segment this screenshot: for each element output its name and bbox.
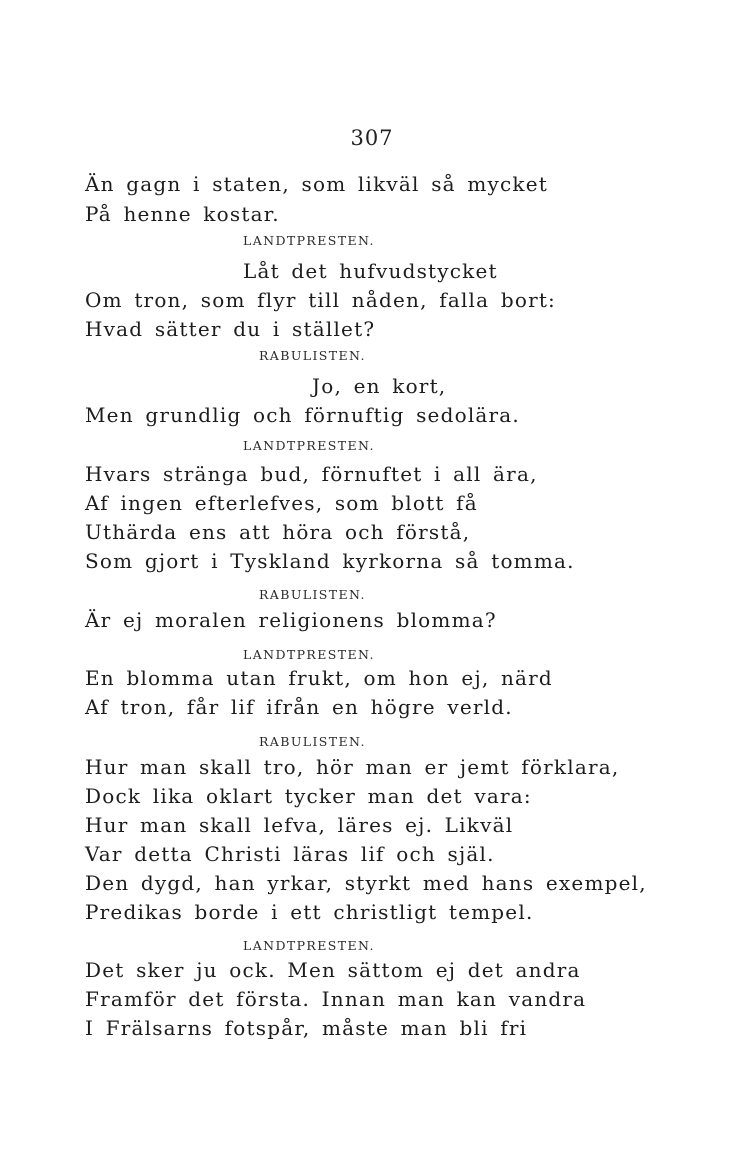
- verse-line: På henne kostar.: [85, 202, 280, 226]
- verse-line: Hur man skall lefva, läres ej. Likväl: [85, 813, 514, 837]
- verse-line: Framför det första. Innan man kan vandra: [85, 987, 587, 1011]
- verse-line: Men grundlig och förnuftig sedolära.: [85, 403, 520, 427]
- verse-line: Hur man skall tro, hör man er jemt förklara,: [85, 755, 620, 779]
- speaker-label: LANDTPRESTEN.: [243, 233, 375, 248]
- page-number: 307: [350, 126, 394, 150]
- verse-line: Hvad sätter du i stället?: [85, 317, 376, 341]
- verse-line: Hvars stränga bud, förnuftet i all ära,: [85, 462, 538, 486]
- verse-line: Låt det hufvudstycket: [243, 259, 498, 283]
- verse-line: Af tron, får lif ifrån en högre verld.: [85, 695, 513, 719]
- verse-line: Predikas borde i ett christligt tempel.: [85, 900, 534, 924]
- verse-line: Den dygd, han yrkar, styrkt med hans exempel,: [85, 871, 647, 895]
- speaker-label: RABULISTEN.: [259, 587, 366, 602]
- verse-line: Af ingen efterlefves, som blott få: [85, 491, 478, 515]
- verse-line: En blomma utan frukt, om hon ej, närd: [85, 666, 553, 690]
- verse-line: Det sker ju ock. Men sättom ej det andra: [85, 958, 581, 982]
- verse-line: Som gjort i Tyskland kyrkorna så tomma.: [85, 549, 575, 573]
- speaker-label: LANDTPRESTEN.: [243, 647, 375, 662]
- verse-line: I Frälsarns fotspår, måste man bli fri: [85, 1016, 528, 1040]
- verse-line: Uthärda ens att höra och förstå,: [85, 520, 471, 544]
- verse-line: Jo, en kort,: [312, 374, 447, 398]
- speaker-label: RABULISTEN.: [259, 734, 366, 749]
- verse-line: Är ej moralen religionens blomma?: [85, 608, 497, 632]
- speaker-label: RABULISTEN.: [259, 348, 366, 363]
- speaker-label: LANDTPRESTEN.: [243, 938, 375, 953]
- verse-line: Var detta Christi läras lif och själ.: [85, 842, 495, 866]
- verse-line: Än gagn i staten, som likväl så mycket: [85, 172, 549, 196]
- verse-line: Om tron, som flyr till nåden, falla bort:: [85, 288, 556, 312]
- speaker-label: LANDTPRESTEN.: [243, 438, 375, 453]
- verse-line: Dock lika oklart tycker man det vara:: [85, 784, 532, 808]
